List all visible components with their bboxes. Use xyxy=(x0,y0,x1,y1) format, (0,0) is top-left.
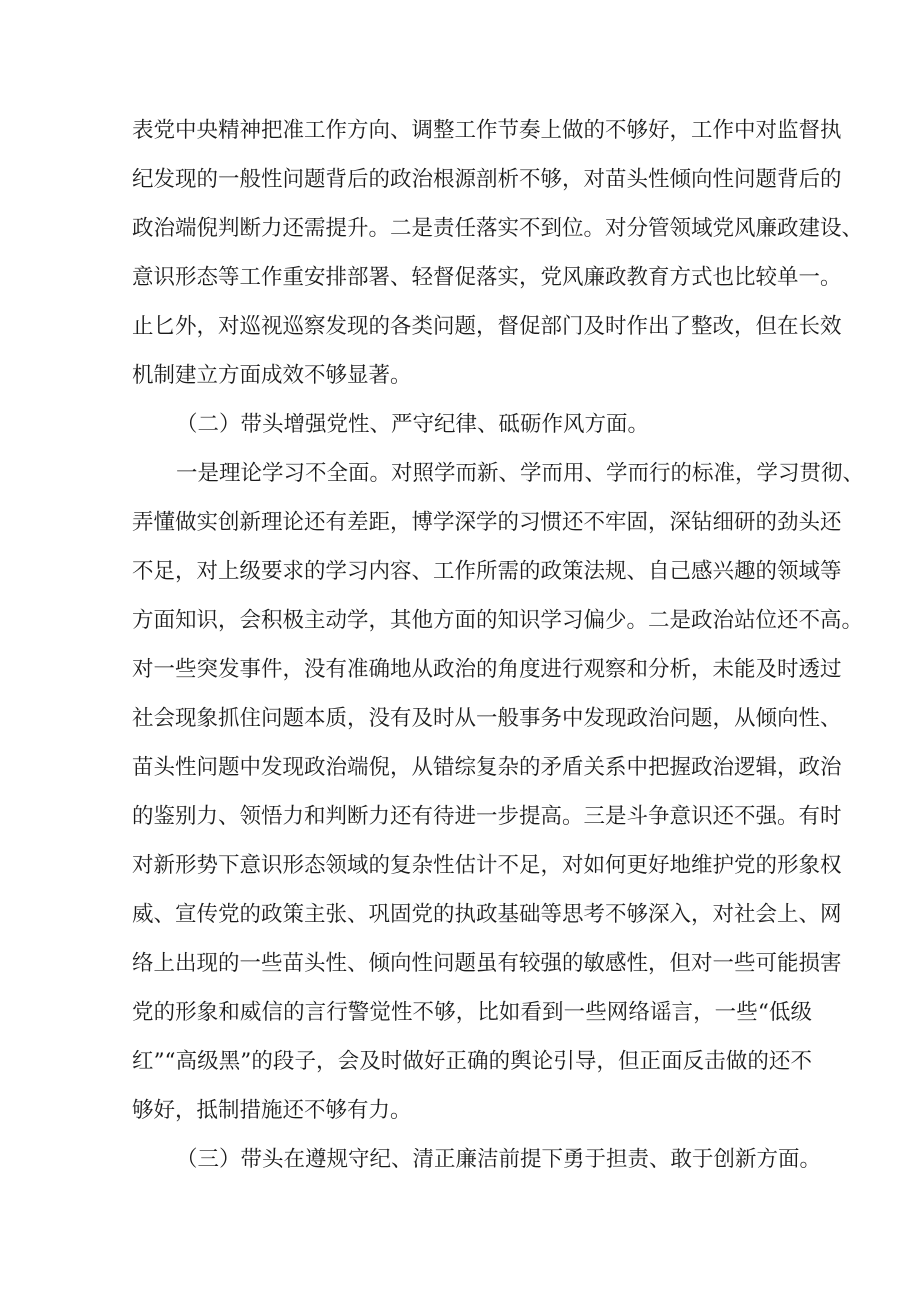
text-line: 机制建立方面成效不够显著。 xyxy=(132,363,412,388)
text-line: 政治端倪判断力还需提升。二是责任落实不到位。对分管领域党风廉政建设、 xyxy=(132,216,864,241)
text-line: 络上出现的一些苗头性、倾向性问题虽有较强的敏感性，但对一些可能损害 xyxy=(132,951,842,976)
text-line: 苗头性问题中发现政治端倪，从错综复杂的矛盾关系中把握政治逻辑，政治 xyxy=(132,755,842,780)
section-heading: （三）带头在遵规守纪、清正廉洁前提下勇于担责、敢于创新方面。 xyxy=(176,1147,822,1172)
text-line: 弄懂做实创新理论还有差距，博学深学的习惯还不牢固，深钻细研的劲头还 xyxy=(132,510,842,535)
text-line: 够好，抵制措施还不够有力。 xyxy=(132,1098,412,1123)
text-line: 党的形象和威信的言行警觉性不够，比如看到一些网络谣言，一些“低级 xyxy=(132,1000,812,1025)
text-line: 的鉴别力、领悟力和判断力还有待进一步提高。三是斗争意识还不强。有时 xyxy=(132,804,842,829)
text-line: 纪发现的一般性问题背后的政治根源剖析不够，对苗头性倾向性问题背后的 xyxy=(132,167,842,192)
text-line: 社会现象抓住问题本质，没有及时从一般事务中发现政治问题，从倾向性、 xyxy=(132,706,842,731)
text-line: 表党中央精神把准工作方向、调整工作节奏上做的不够好，工作中对监督执 xyxy=(132,118,842,143)
text-line: 对新形势下意识形态领域的复杂性估计不足，对如何更好地维护党的形象权 xyxy=(132,853,842,878)
text-line: 对一些突发事件，没有准确地从政治的角度进行观察和分析，未能及时透过 xyxy=(132,657,842,682)
text-line: 意识形态等工作重安排部署、轻督促落实，党风廉政教育方式也比较单一。 xyxy=(132,265,842,290)
text-line: 威、宣传党的政策主张、巩固党的执政基础等思考不够深入，对社会上、网 xyxy=(132,902,842,927)
text-line: 不足，对上级要求的学习内容、工作所需的政策法规、自己感兴趣的领域等 xyxy=(132,559,842,584)
text-line: 一是理论学习不全面。对照学而新、学而用、学而行的标准，学习贯彻、 xyxy=(176,461,865,486)
text-line: 方面知识，会积极主动学，其他方面的知识学习偏少。二是政治站位还不高。 xyxy=(132,608,864,633)
text-line: 止匕外，对巡视巡察发现的各类问题，督促部门及时作出了整改，但在长效 xyxy=(132,314,842,339)
section-heading: （二）带头增强党性、严守纪律、砥砺作风方面。 xyxy=(176,412,650,437)
text-line: 红”“高级黑”的段子，会及时做好正确的舆论引导，但正面反击做的还不 xyxy=(132,1049,812,1074)
